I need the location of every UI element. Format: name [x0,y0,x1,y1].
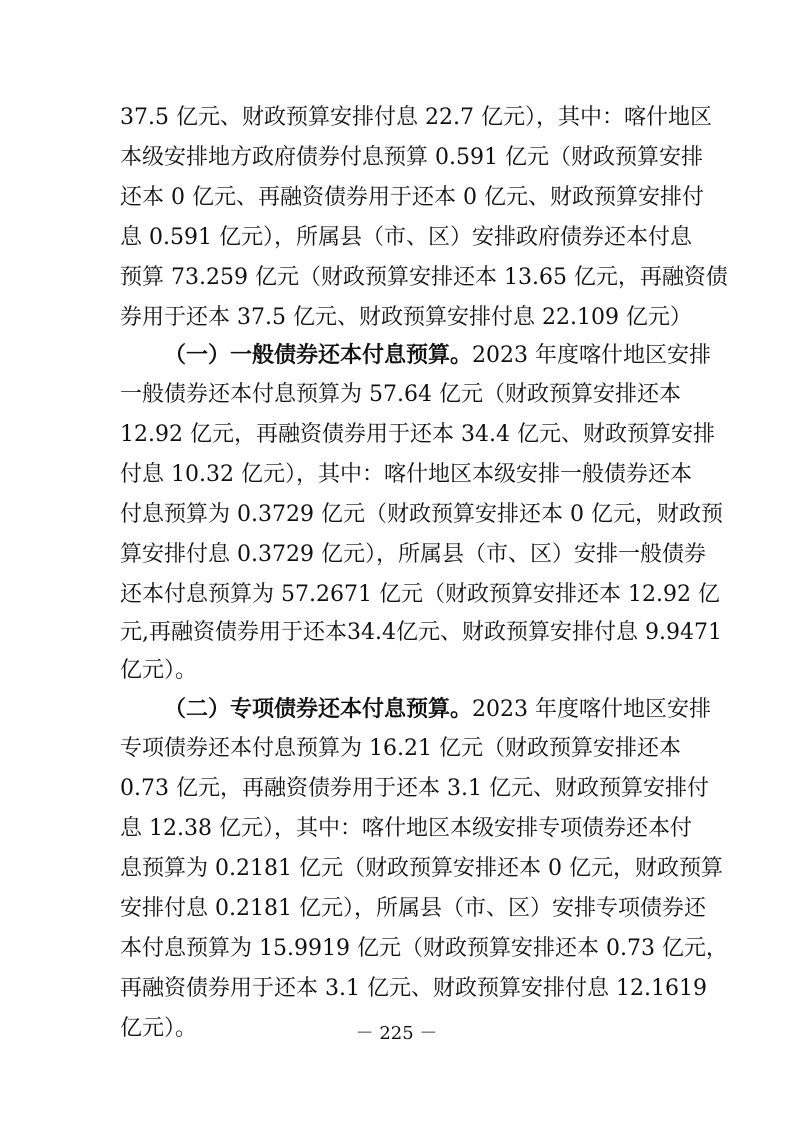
body-line: 本级安排地方政府债券付息预算 0.591 亿元（财政预算安排 [120,145,703,170]
body-line: 息 0.591 亿元），所属县（市、区）安排政府债券还本付息 [120,225,692,250]
body-line: 还本付息预算为 57.2671 亿元（财政预算安排还本 12.92 亿 [120,582,720,607]
body-line: 亿元）。 [120,658,198,683]
page-number: － 225 － [355,1023,438,1044]
body-line: 息预算为 0.2181 亿元（财政预算安排还本 0 亿元，财政预算 [120,856,723,881]
body-line: 安排付息 0.2181 亿元），所属县（市、区）安排专项债券还 [120,896,706,921]
section-two-first-line [164,689,711,729]
body-line: 专项债券还本付息预算为 16.21 亿元（财政预算安排还本 [120,736,681,761]
section-two-heading: （二）专项债券还本付息预算。 [164,696,473,722]
body-line: 12.92 亿元，再融资债券用于还本 34.4 亿元、财政预算安排 [120,422,715,447]
body-line: 元,再融资债券用于还本34.4亿元、财政预算安排付息 9.9471 [120,620,722,645]
body-line: 亿元）。 [120,1016,198,1041]
body-line: 37.5 亿元、财政预算安排付息 22.7 亿元），其中：喀什地区 [120,105,712,130]
body-line: 0.73 亿元，再融资债券用于还本 3.1 亿元、财政预算安排付 [120,776,709,801]
section-one-heading: （一）一般债券还本付息预算。 [164,342,473,368]
body-line: 付息 10.32 亿元），其中：喀什地区本级安排一般债券还本 [120,462,692,487]
body-line: 还本 0 亿元、再融资债券用于还本 0 亿元、财政预算安排付 [120,185,704,210]
body-line: 预算 73.259 亿元（财政预算安排还本 13.65 亿元，再融资债 [120,265,728,290]
section-one-first-line [164,335,711,375]
body-line: 息 12.38 亿元），其中：喀什地区本级安排专项债券还本付 [120,816,692,841]
body-line: 本付息预算为 15.9919 亿元（财政预算安排还本 0.73 亿元， [120,936,728,961]
body-line: 付息预算为 0.3729 亿元（财政预算安排还本 0 亿元，财政预 [120,502,723,527]
body-line: 一般债券还本付息预算为 57.64 亿元（财政预算安排还本 [120,382,681,407]
section-one-lead: 2023 年度喀什地区安排 [472,343,711,368]
body-line: 券用于还本 37.5 亿元、财政预算安排付息 22.109 亿元） [120,305,692,330]
body-line: 再融资债券用于还本 3.1 亿元、财政预算安排付息 12.1619 [120,976,707,1001]
body-line: 算安排付息 0.3729 亿元），所属县（市、区）安排一般债券 [120,542,706,567]
section-two-lead: 2023 年度喀什地区安排 [472,697,711,722]
